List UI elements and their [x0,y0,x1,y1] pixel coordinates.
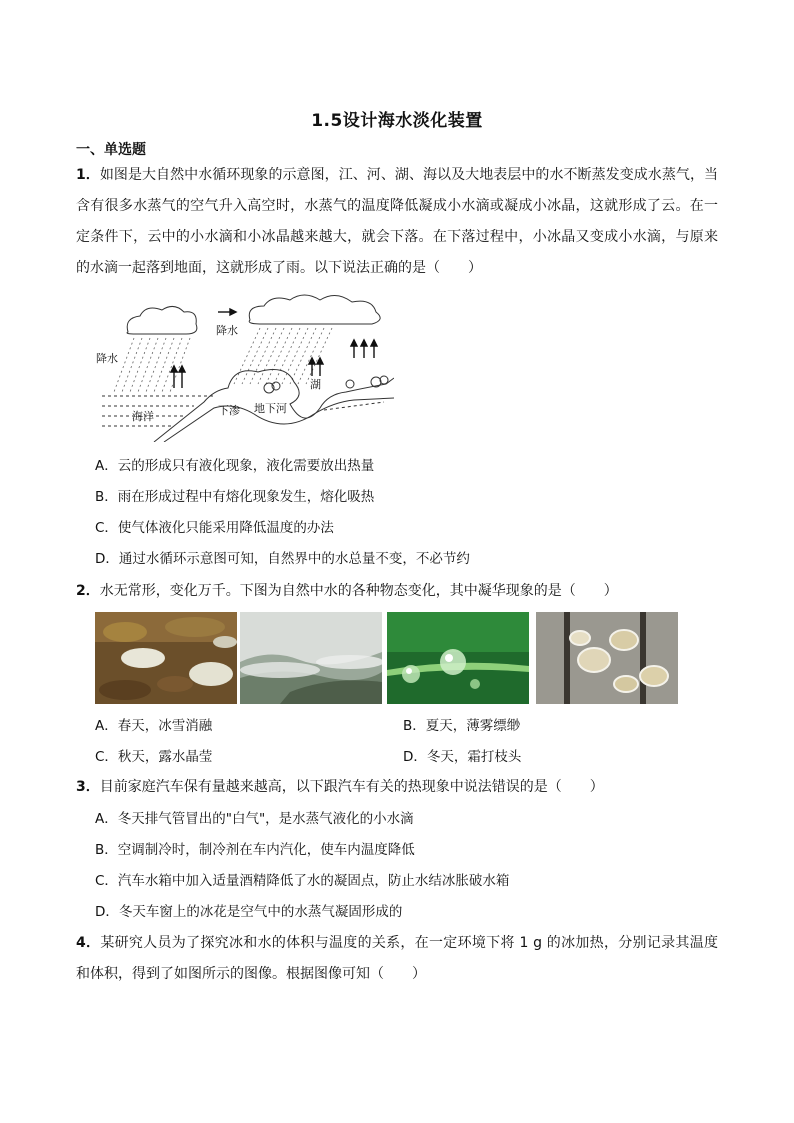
label-underground-river: 地下河 [254,402,287,415]
photo-melting-ice [95,612,237,704]
label-lake: 湖 [310,378,321,391]
rain-left [114,338,190,392]
section-heading: 一、单选题 [76,142,146,158]
q2-option-d: D．冬天，霜打枝头 [403,749,522,765]
photo-mist [240,612,382,704]
label-rain-2: 降水 [216,324,238,337]
label-ocean: 海洋 [132,410,154,423]
question-3 [76,772,718,803]
question-number: 4． [76,935,101,951]
q1-option-b: B．雨在形成过程中有熔化现象发生，熔化吸热 [95,489,375,505]
question-text: 某研究人员为了探究冰和水的体积与温度的关系，在一定环境下将 1 g 的冰加热，分别记录其温度和体积，得到了如图所示的图像。根据图像可知（ ） [76,935,718,982]
question-text: 目前家庭汽车保有量越来越高，以下跟汽车有关的热现象中说法错误的是（ ） [99,779,604,795]
question-text: 如图是大自然中水循环现象的示意图，江、河、湖、海以及大地表层中的水不断蒸发变成水蒸气，当含有很多水蒸气的空气升入高空时，水蒸气的温度降低凝成小水滴或凝成小冰晶，这就形成了云。在一定条件下，云中的小水滴和小冰晶越来越大，就会下落。在下落过程中，小冰晶又变成小水滴，与原来的水滴一起落到地面，这就形成了雨。以下说法正确的是（ ） [76,167,718,276]
q1-option-d: D．通过水循环示意图可知，自然界中的水总量不变，不必节约 [95,551,470,567]
question-number: 3． [76,779,100,795]
water-cycle-figure [94,292,394,442]
land [102,370,394,442]
question-number: 1． [76,167,100,183]
photo-dew [387,612,529,704]
question-2 [76,576,718,607]
q3-option-a: A．冬天排气管冒出的"白气"，是水蒸气液化的小水滴 [95,811,414,827]
label-infiltration: 下渗 [218,404,240,417]
q3-option-d: D．冬天车窗上的冰花是空气中的水蒸气凝固形成的 [95,904,403,920]
q3-option-c: C．汽车水箱中加入适量酒精降低了水的凝固点，防止水结冰胀破水箱 [95,873,510,889]
q1-option-c: C．使气体液化只能采用降低温度的办法 [95,520,334,536]
photo-frost [536,612,678,704]
evaporation-arrows [171,340,377,388]
wind-arrow [218,309,236,315]
q1-option-a: A．云的形成只有液化现象，液化需要放出热量 [95,458,375,474]
cloud-left [127,306,197,334]
question-number: 2． [76,583,100,599]
rain-right [234,328,332,384]
question-1 [76,160,718,284]
page-title: 1.5设计海水淡化装置 [311,111,483,131]
q2-option-b: B．夏天，薄雾缥缈 [403,718,521,734]
question-4 [76,928,718,990]
q3-option-b: B．空调制冷时，制冷剂在车内汽化，使车内温度降低 [95,842,415,858]
q2-option-c: C．秋天，露水晶莹 [95,749,213,765]
cloud-right [249,295,380,324]
q2-option-a: A．春天，冰雪消融 [95,718,213,734]
question-text: 水无常形，变化万千。下图为自然中水的各种物态变化，其中凝华现象的是（ ） [99,583,618,599]
label-rain-1: 降水 [96,352,118,365]
